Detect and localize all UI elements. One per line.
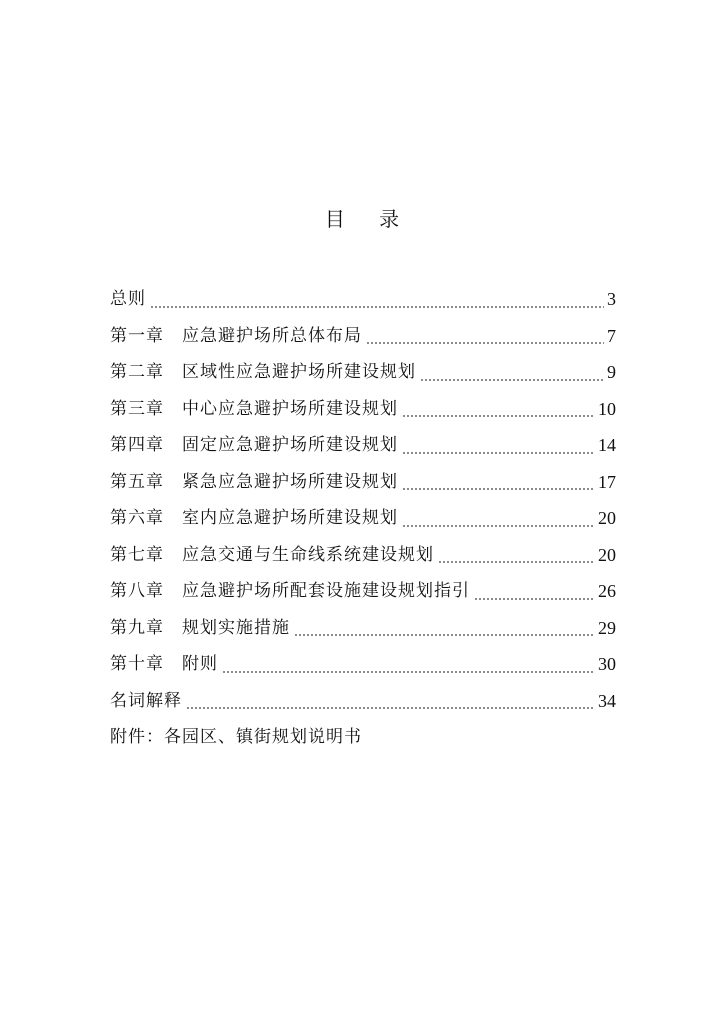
toc-chapter-label: 第三章 [110, 398, 164, 419]
dot-leader [402, 525, 595, 527]
toc-page-number: 29 [598, 617, 616, 638]
toc-page-number: 17 [598, 471, 616, 492]
toc-page-number: 3 [607, 289, 616, 310]
toc-row-attachment[interactable] [110, 719, 616, 756]
toc-chapter-label: 第十章 [110, 654, 164, 675]
table-of-contents [110, 281, 616, 756]
toc-chapter-label: 第六章 [110, 508, 164, 529]
toc-entry-title: 应急避护场所配套设施建设规划指引 [182, 581, 470, 602]
toc-row-chapter-3[interactable] [110, 391, 616, 428]
dot-leader [222, 671, 595, 673]
toc-row-chapter-5[interactable] [110, 464, 616, 501]
dot-leader [438, 561, 595, 563]
toc-chapter-label: 第九章 [110, 617, 164, 638]
toc-page-number: 30 [598, 654, 616, 675]
toc-row-chapter-6[interactable] [110, 500, 616, 537]
toc-entry-title: 规划实施措施 [182, 617, 290, 638]
toc-page-number: 10 [598, 398, 616, 419]
toc-page-number: 14 [598, 435, 616, 456]
toc-row-chapter-4[interactable] [110, 427, 616, 464]
toc-page-number: 20 [598, 508, 616, 529]
toc-row-chapter-1[interactable] [110, 318, 616, 355]
toc-row-chapter-10[interactable] [110, 646, 616, 683]
toc-entry-title: 总则 [110, 289, 146, 310]
toc-row-chapter-7[interactable] [110, 537, 616, 574]
dot-leader [474, 598, 595, 600]
toc-page-number: 7 [607, 325, 616, 346]
dot-leader [402, 415, 595, 417]
toc-page-number: 20 [598, 544, 616, 565]
toc-page-number: 9 [607, 362, 616, 383]
toc-entry-title: 应急避护场所总体布局 [182, 325, 362, 346]
dot-leader [186, 707, 595, 709]
dot-leader [402, 488, 595, 490]
toc-title: 目 录 [324, 207, 414, 231]
toc-chapter-label: 第五章 [110, 471, 164, 492]
toc-entry-title: 附则 [182, 654, 218, 675]
toc-entry-title: 紧急应急避护场所建设规划 [182, 471, 398, 492]
dot-leader [420, 379, 604, 381]
toc-entry-title: 应急交通与生命线系统建设规划 [182, 544, 434, 565]
toc-page-number: 26 [598, 581, 616, 602]
toc-chapter-label: 第一章 [110, 325, 164, 346]
dot-leader [366, 342, 604, 344]
dot-leader [402, 452, 595, 454]
dot-leader [294, 634, 595, 636]
dot-leader [150, 306, 604, 308]
toc-entry-title: 附件：各园区、镇街规划说明书 [110, 727, 362, 748]
toc-chapter-label: 第二章 [110, 362, 164, 383]
toc-chapter-label: 第八章 [110, 581, 164, 602]
toc-page-number: 34 [598, 690, 616, 711]
toc-row-general[interactable] [110, 281, 616, 318]
toc-row-chapter-9[interactable] [110, 610, 616, 647]
toc-row-chapter-2[interactable] [110, 354, 616, 391]
toc-entry-title: 中心应急避护场所建设规划 [182, 398, 398, 419]
toc-entry-title: 室内应急避护场所建设规划 [182, 508, 398, 529]
toc-row-chapter-8[interactable] [110, 573, 616, 610]
toc-entry-title: 名词解释 [110, 690, 182, 711]
toc-entry-title: 区域性应急避护场所建设规划 [182, 362, 416, 383]
toc-entry-title: 固定应急避护场所建设规划 [182, 435, 398, 456]
toc-chapter-label: 第七章 [110, 544, 164, 565]
toc-chapter-label: 第四章 [110, 435, 164, 456]
toc-row-glossary[interactable] [110, 683, 616, 720]
